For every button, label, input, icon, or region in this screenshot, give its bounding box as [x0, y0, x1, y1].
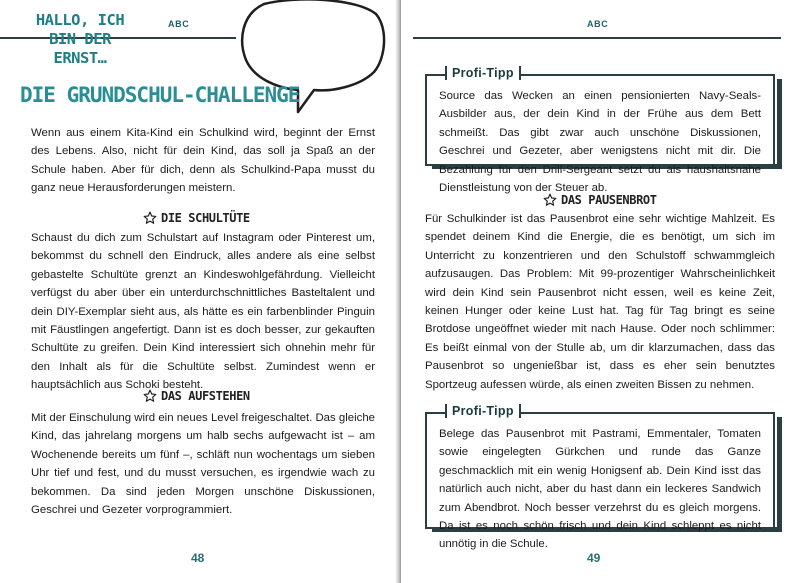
section-heading-text: DIE SCHULTÜTE: [161, 211, 250, 225]
section-paragraph: Schaust du dich zum Schulstart auf Instagram oder Pinterest um, bekommst du schnell den Eindruck, alles andere als eine selbst gebastelte Schultüte grenzt an Kindeswohlgefährdung. Vielleicht verfügst du aber über ein unterdurchschnittliches Basteltalent und dein DIY-Exemplar sieht aus, als hätte es ein farbenblinder Pinguin mit Fäustlingen angefertigt. Dann ist es doch besser, zur gekauften Schultüte zu greifen. Dein Kind interessiert sich ohnehin mehr für den Inhalt als für die Schultüte selbst. Zumindest wenn er hauptsächlich aus Schoki besteht.: [31, 232, 375, 392]
section-heading: [143, 389, 250, 403]
section-paragraph: Für Schulkinder ist das Pausenbrot eine sehr wichtige Mahlzeit. Es spendet deinem Kind die Energie, die es benötigt, um sich im Unterricht zu konzentrieren und den Schulstoff schwammgleich aufzusaugen. Das Problem: Mit 99-prozentiger Wahrscheinlichkeit wird dein Kind sein Pausenbrot nicht essen, weil es keine Zeit, keinen Hunger oder keine Lust hat. Tag für Tag bringt es seine Brotdose ungeöffnet wieder mit nach Hause. Oder noch schlimmer: Es beißt einmal von der Stulle ab, um dir klarzumachen, dass das Pausenbrot so ungenießbar ist, dass es eher sein benutztes Sportzeug aufessen würde, als einen zweiten Bissen zu nehmen.: [425, 213, 775, 391]
section-heading: [543, 193, 657, 207]
tip-label: Profi-Tipp: [445, 404, 521, 418]
page-number: 48: [191, 551, 205, 565]
page-number: 49: [587, 551, 601, 565]
running-header: ABC: [168, 19, 190, 29]
tip-box: [425, 74, 775, 195]
speech-bubble-text: HALLO, ICH BIN DER ERNST…: [35, 11, 125, 67]
header-rule: [413, 37, 781, 39]
section-paragraph: Mit der Einschulung wird ein neues Level freigeschaltet. Das gleiche Kind, das jahrelang morgens um halb sechs aufgewacht ist – am Wochenende bereits um fünf –, schläft nun wochentags um sieben Uhr tief und fest, und du musst versuchen, es irgendwie wach zu bekommen. Da sind jeden Morgen unschöne Diskussionen, Geschrei und Gezeter vorprogrammiert.: [31, 412, 375, 517]
chapter-title: DIE GRUNDSCHUL-CHALLENGE: [20, 83, 300, 107]
star-icon: [143, 211, 157, 225]
tip-text: Belege das Pausenbrot mit Pastrami, Emmentaler, Tomaten sowie eingelegten Gürkchen und runde das Ganze geschmacklich mit ein wenig Honigsenf ab. Dein Kind isst das natürlich auch nicht, aber du hast dann ein leckeres Sandwich zum Abendbrot. Noch besser verzehrst du es gleich morgens. Da ist es noch schön frisch und dein Kind schleppt es nicht unnötig in die Schule.: [439, 428, 761, 551]
intro-paragraph: Wenn aus einem Kita-Kind ein Schulkind wird, beginnt der Ernst des Lebens. Also, nicht für dein Kind, das soll ja Spaß an der Schule haben. Aber für dich, denn als Schulkind-Papa musst du ganz neue Herausforderungen meistern.: [31, 127, 375, 195]
star-icon: [143, 389, 157, 403]
running-header: ABC: [587, 19, 609, 29]
left-page: [0, 0, 399, 583]
section-heading-text: DAS PAUSENBROT: [561, 193, 657, 207]
tip-box: [425, 412, 775, 551]
tip-text: Source das Wecken an einen pensionierten Navy-Seals-Ausbilder aus, der dein Kind in der Frühe aus dem Bett schmeißt. Das gibt zwar auch unschöne Diskussionen, Geschrei und Gezeter, aber wenigstens nicht mit dir. Die Bezahlung für den Drill-Sergeant setzt du als haushaltsnahe Dienstleistung von der Steuer ab.: [439, 90, 761, 195]
section-heading-text: DAS AUFSTEHEN: [161, 389, 250, 403]
tip-label: Profi-Tipp: [445, 66, 521, 80]
star-icon: [543, 193, 557, 207]
section-heading: [143, 211, 250, 225]
